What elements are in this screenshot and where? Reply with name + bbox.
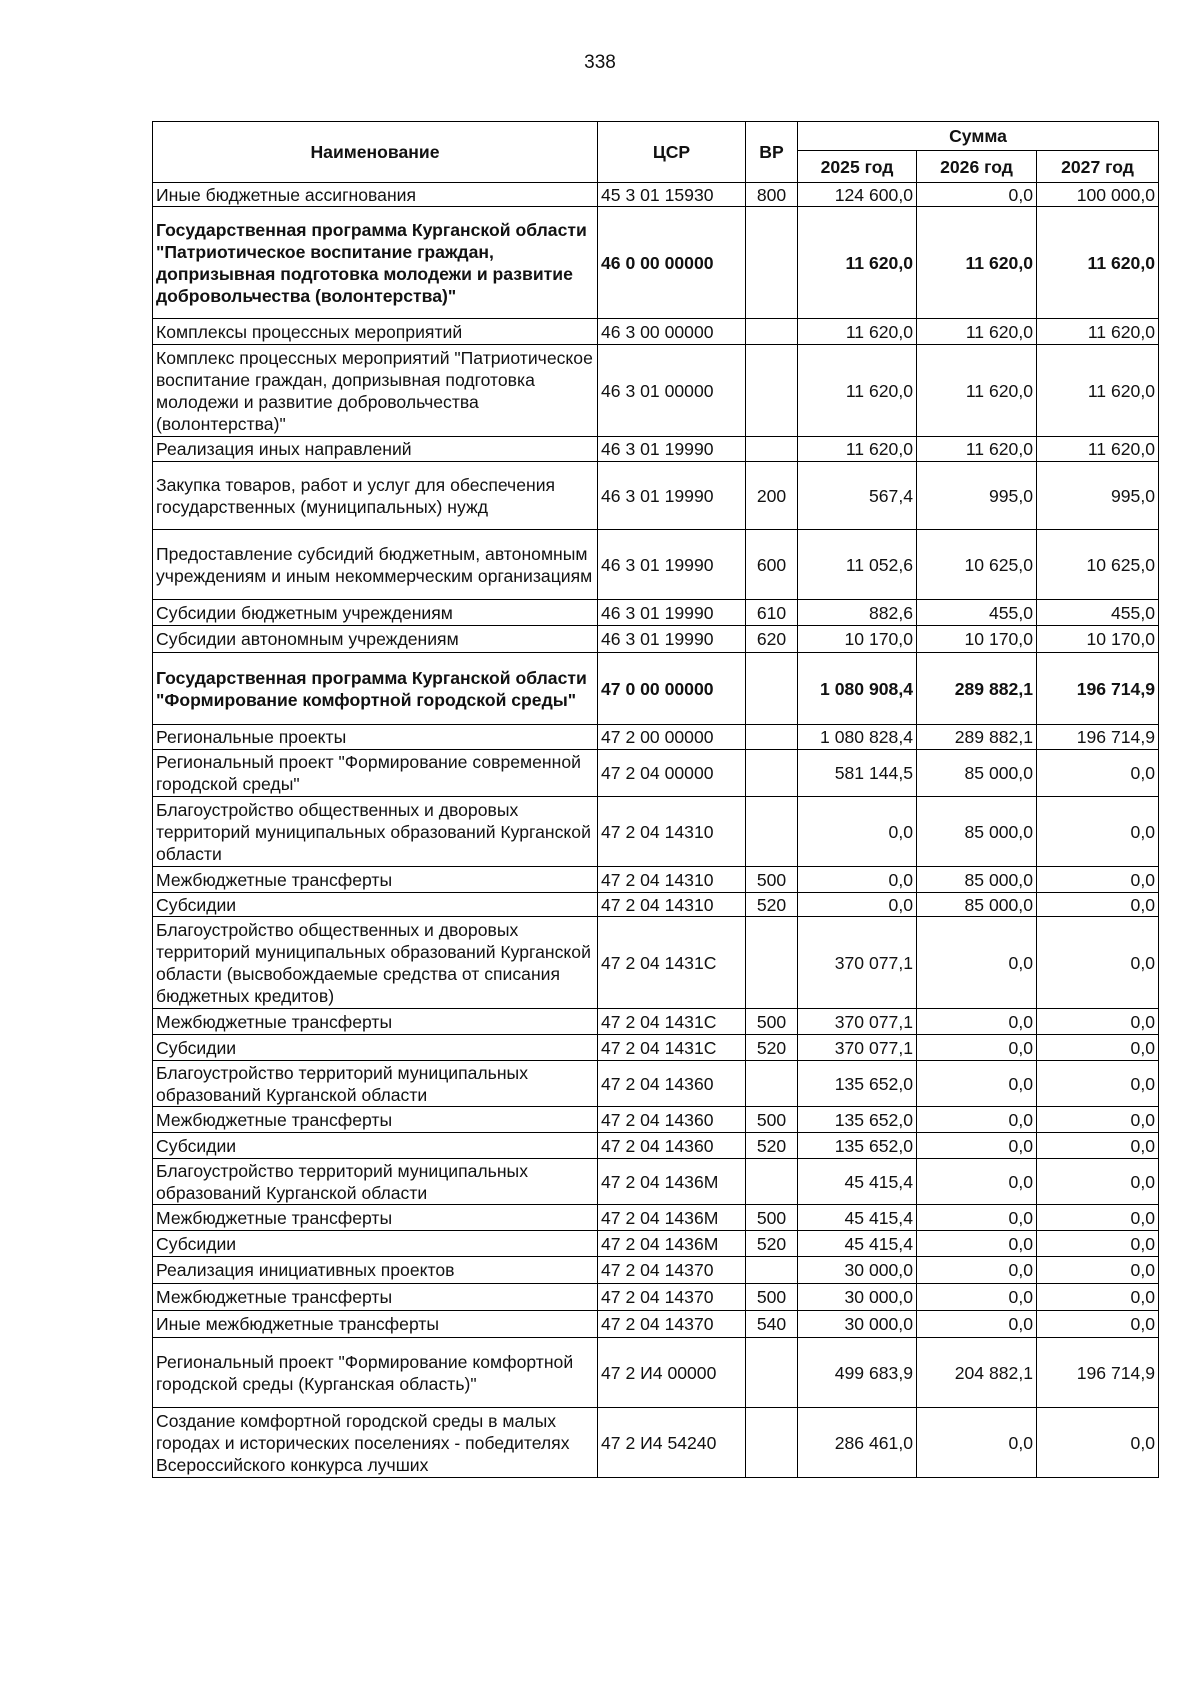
row-value-2027: 0,0 [1037,1107,1159,1133]
row-value-2027: 11 620,0 [1037,207,1159,319]
header-vr: ВР [746,122,798,183]
row-value-2025: 11 620,0 [798,437,917,462]
row-value-2025: 286 461,0 [798,1408,917,1478]
row-vr [746,1408,798,1478]
row-name: Реализация инициативных проектов [153,1257,598,1284]
row-value-2027: 196 714,9 [1037,1338,1159,1408]
row-vr: 540 [746,1311,798,1338]
row-value-2026: 0,0 [917,1284,1037,1311]
row-value-2026: 0,0 [917,1035,1037,1061]
row-csr: 47 2 04 1431С [598,917,746,1009]
header-year-2027: 2027 год [1037,151,1159,183]
row-csr: 46 0 00 00000 [598,207,746,319]
row-value-2027: 11 620,0 [1037,437,1159,462]
row-value-2027: 11 620,0 [1037,345,1159,437]
row-vr: 500 [746,1284,798,1311]
row-name: Межбюджетные трансферты [153,1205,598,1231]
table-row [153,1408,1159,1478]
table-row [153,530,1159,600]
row-vr [746,345,798,437]
row-value-2027: 0,0 [1037,1257,1159,1284]
table-row [153,725,1159,750]
row-value-2025: 882,6 [798,600,917,626]
row-value-2025: 370 077,1 [798,1009,917,1035]
row-csr: 47 2 04 14310 [598,893,746,917]
row-vr [746,207,798,319]
row-value-2027: 196 714,9 [1037,653,1159,725]
row-vr [746,1338,798,1408]
row-value-2026: 85 000,0 [917,893,1037,917]
row-vr: 500 [746,1009,798,1035]
row-value-2026: 0,0 [917,1133,1037,1159]
row-vr: 600 [746,530,798,600]
row-value-2025: 567,4 [798,462,917,530]
row-value-2025: 10 170,0 [798,626,917,653]
row-vr [746,917,798,1009]
row-vr [746,1257,798,1284]
row-value-2027: 196 714,9 [1037,725,1159,750]
row-value-2026: 0,0 [917,1009,1037,1035]
row-csr: 46 3 01 19990 [598,600,746,626]
row-csr: 47 2 04 1431С [598,1035,746,1061]
row-value-2026: 85 000,0 [917,867,1037,893]
table-row [153,653,1159,725]
row-value-2026: 85 000,0 [917,750,1037,797]
row-csr: 47 2 04 14360 [598,1061,746,1107]
row-value-2025: 135 652,0 [798,1107,917,1133]
row-value-2027: 0,0 [1037,1061,1159,1107]
row-vr: 520 [746,893,798,917]
row-vr: 800 [746,183,798,207]
row-value-2026: 289 882,1 [917,725,1037,750]
table-row [153,1009,1159,1035]
row-csr: 47 2 04 14370 [598,1311,746,1338]
row-csr: 47 2 04 14360 [598,1107,746,1133]
row-name: Межбюджетные трансферты [153,1009,598,1035]
table-row [153,1338,1159,1408]
row-value-2026: 10 170,0 [917,626,1037,653]
row-value-2027: 10 170,0 [1037,626,1159,653]
table-row [153,462,1159,530]
row-csr: 46 3 01 19990 [598,530,746,600]
row-value-2025: 11 620,0 [798,345,917,437]
row-value-2026: 0,0 [917,1107,1037,1133]
row-value-2027: 455,0 [1037,600,1159,626]
table-row [153,183,1159,207]
row-value-2027: 0,0 [1037,917,1159,1009]
row-value-2025: 45 415,4 [798,1205,917,1231]
row-vr [746,750,798,797]
row-value-2027: 10 625,0 [1037,530,1159,600]
row-vr [746,725,798,750]
row-value-2027: 0,0 [1037,1133,1159,1159]
row-vr: 200 [746,462,798,530]
row-value-2026: 11 620,0 [917,207,1037,319]
row-name: Благоустройство общественных и дворовых территорий муниципальных образований Курганской области (высвобождаемые средства от списания бюджетных кредитов) [153,917,598,1009]
row-value-2025: 135 652,0 [798,1133,917,1159]
row-name: Реализация иных направлений [153,437,598,462]
row-value-2026: 995,0 [917,462,1037,530]
row-value-2025: 45 415,4 [798,1159,917,1205]
row-value-2027: 995,0 [1037,462,1159,530]
table-row [153,1107,1159,1133]
row-value-2025: 581 144,5 [798,750,917,797]
table-row [153,600,1159,626]
row-vr: 610 [746,600,798,626]
row-csr: 47 2 04 1431С [598,1009,746,1035]
row-name: Межбюджетные трансферты [153,1107,598,1133]
row-value-2027: 11 620,0 [1037,319,1159,345]
row-csr: 47 2 00 00000 [598,725,746,750]
row-value-2025: 30 000,0 [798,1257,917,1284]
row-value-2026: 0,0 [917,1257,1037,1284]
row-csr: 47 0 00 00000 [598,653,746,725]
row-value-2025: 11 620,0 [798,319,917,345]
row-value-2026: 11 620,0 [917,319,1037,345]
row-name: Межбюджетные трансферты [153,867,598,893]
page-number: 338 [584,52,616,73]
table-row [153,797,1159,867]
row-vr: 500 [746,867,798,893]
row-name: Региональный проект "Формирование комфортной городской среды (Курганская область)" [153,1338,598,1408]
row-name: Предоставление субсидий бюджетным, автономным учреждениям и иным некоммерческим организациям [153,530,598,600]
row-csr: 45 3 01 15930 [598,183,746,207]
row-vr: 520 [746,1035,798,1061]
table-row [153,1257,1159,1284]
row-value-2026: 0,0 [917,1311,1037,1338]
row-vr: 520 [746,1133,798,1159]
table-row [153,319,1159,345]
row-value-2025: 0,0 [798,797,917,867]
table-body [153,183,1159,1478]
row-value-2025: 45 415,4 [798,1231,917,1257]
row-value-2027: 0,0 [1037,1284,1159,1311]
row-value-2027: 0,0 [1037,1009,1159,1035]
row-csr: 47 2 И4 54240 [598,1408,746,1478]
row-vr [746,1061,798,1107]
row-name: Закупка товаров, работ и услуг для обеспечения государственных (муниципальных) нужд [153,462,598,530]
row-csr: 46 3 01 00000 [598,345,746,437]
row-vr [746,797,798,867]
row-csr: 47 2 04 00000 [598,750,746,797]
row-name: Иные бюджетные ассигнования [153,183,598,207]
row-value-2026: 0,0 [917,1061,1037,1107]
table-row [153,1035,1159,1061]
row-name: Благоустройство территорий муниципальных образований Курганской области [153,1159,598,1205]
row-value-2025: 1 080 828,4 [798,725,917,750]
row-value-2027: 0,0 [1037,867,1159,893]
row-name: Создание комфортной городской среды в малых городах и исторических поселениях - победителях Всероссийского конкурса лучших [153,1408,598,1478]
row-value-2027: 0,0 [1037,750,1159,797]
row-vr [746,319,798,345]
row-name: Комплексы процессных мероприятий [153,319,598,345]
table-row [153,1231,1159,1257]
row-value-2026: 0,0 [917,1408,1037,1478]
row-csr: 47 2 04 1436М [598,1231,746,1257]
row-value-2025: 135 652,0 [798,1061,917,1107]
row-value-2025: 499 683,9 [798,1338,917,1408]
row-value-2025: 11 052,6 [798,530,917,600]
table-row [153,207,1159,319]
row-name: Благоустройство территорий муниципальных образований Курганской области [153,1061,598,1107]
row-csr: 46 3 01 19990 [598,462,746,530]
header-name: Наименование [153,122,598,183]
row-value-2027: 0,0 [1037,1311,1159,1338]
row-value-2027: 0,0 [1037,893,1159,917]
row-value-2025: 0,0 [798,893,917,917]
row-value-2025: 124 600,0 [798,183,917,207]
row-value-2025: 11 620,0 [798,207,917,319]
table-row [153,345,1159,437]
row-vr: 520 [746,1231,798,1257]
row-name: Региональные проекты [153,725,598,750]
row-csr: 47 2 04 14310 [598,797,746,867]
row-csr: 47 2 04 14360 [598,1133,746,1159]
budget-table [152,121,1159,1478]
row-value-2025: 30 000,0 [798,1284,917,1311]
row-name: Комплекс процессных мероприятий "Патриотическое воспитание граждан, допризывная подготовка молодежи и развитие добровольчества (волонтерства)" [153,345,598,437]
row-name: Межбюджетные трансферты [153,1284,598,1311]
row-name: Субсидии [153,893,598,917]
table-row [153,893,1159,917]
table-row [153,750,1159,797]
row-name: Субсидии бюджетным учреждениям [153,600,598,626]
header-summa: Сумма [798,122,1159,151]
row-csr: 47 2 04 1436М [598,1159,746,1205]
row-value-2027: 0,0 [1037,1035,1159,1061]
row-value-2026: 289 882,1 [917,653,1037,725]
row-value-2025: 0,0 [798,867,917,893]
row-csr: 47 2 04 14310 [598,867,746,893]
row-value-2025: 30 000,0 [798,1311,917,1338]
row-csr: 46 3 00 00000 [598,319,746,345]
row-value-2027: 0,0 [1037,1408,1159,1478]
row-name: Субсидии [153,1035,598,1061]
row-value-2027: 100 000,0 [1037,183,1159,207]
row-value-2026: 455,0 [917,600,1037,626]
row-vr [746,653,798,725]
row-name: Государственная программа Курганской области "Патриотическое воспитание граждан, допризывная подготовка молодежи и развитие добровольчества (волонтерства)" [153,207,598,319]
row-value-2026: 0,0 [917,917,1037,1009]
row-value-2027: 0,0 [1037,1205,1159,1231]
row-vr: 620 [746,626,798,653]
row-vr [746,437,798,462]
header-year-2025: 2025 год [798,151,917,183]
row-value-2027: 0,0 [1037,1231,1159,1257]
row-name: Благоустройство общественных и дворовых территорий муниципальных образований Курганской области [153,797,598,867]
row-value-2026: 0,0 [917,183,1037,207]
row-csr: 47 2 04 14370 [598,1284,746,1311]
row-name: Иные межбюджетные трансферты [153,1311,598,1338]
row-csr: 47 2 04 14370 [598,1257,746,1284]
row-vr [746,1159,798,1205]
row-csr: 47 2 И4 00000 [598,1338,746,1408]
row-value-2027: 0,0 [1037,1159,1159,1205]
header-year-2026: 2026 год [917,151,1037,183]
table-row [153,626,1159,653]
table-row [153,917,1159,1009]
table-row [153,1061,1159,1107]
table-row [153,1205,1159,1231]
row-vr: 500 [746,1107,798,1133]
row-value-2026: 0,0 [917,1231,1037,1257]
row-value-2025: 370 077,1 [798,917,917,1009]
row-name: Государственная программа Курганской области "Формирование комфортной городской среды" [153,653,598,725]
row-value-2026: 11 620,0 [917,437,1037,462]
row-name: Региональный проект "Формирование современной городской среды" [153,750,598,797]
row-value-2025: 370 077,1 [798,1035,917,1061]
row-value-2026: 10 625,0 [917,530,1037,600]
row-value-2026: 204 882,1 [917,1338,1037,1408]
row-name: Субсидии [153,1231,598,1257]
table-row [153,437,1159,462]
header-csr: ЦСР [598,122,746,183]
table-row [153,1159,1159,1205]
table-row [153,1133,1159,1159]
row-csr: 47 2 04 1436М [598,1205,746,1231]
row-csr: 46 3 01 19990 [598,626,746,653]
table-row [153,1311,1159,1338]
row-value-2026: 0,0 [917,1205,1037,1231]
table-row [153,867,1159,893]
row-csr: 46 3 01 19990 [598,437,746,462]
row-value-2025: 1 080 908,4 [798,653,917,725]
table-header [153,122,1159,183]
row-value-2027: 0,0 [1037,797,1159,867]
table-row [153,1284,1159,1311]
row-value-2026: 85 000,0 [917,797,1037,867]
row-value-2026: 0,0 [917,1159,1037,1205]
row-value-2026: 11 620,0 [917,345,1037,437]
row-name: Субсидии автономным учреждениям [153,626,598,653]
row-name: Субсидии [153,1133,598,1159]
row-vr: 500 [746,1205,798,1231]
